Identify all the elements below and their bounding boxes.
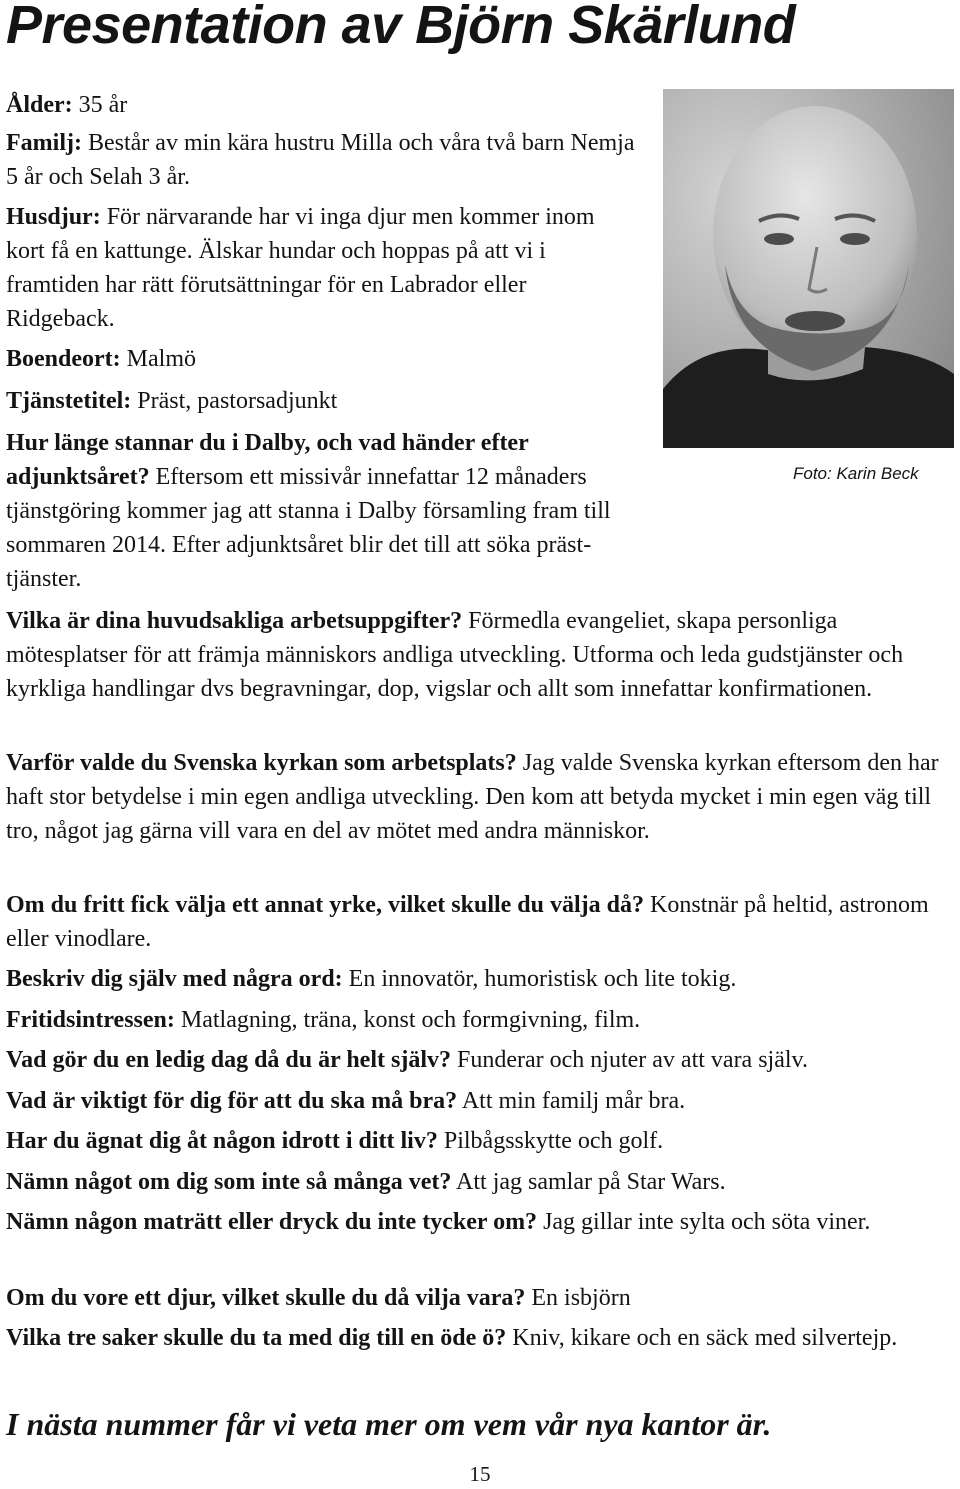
item-describe-yourself <box>6 962 954 996</box>
answer: Präst, pastorsadjunkt <box>131 388 338 414</box>
item-animal <box>6 1281 954 1315</box>
item-other-profession <box>6 888 954 956</box>
answer: Består av min kära hustru Milla och våra två barn Nemja 5 år och Selah 3 år. <box>6 130 635 190</box>
answer: En innovatör, humoristisk och lite tokig. <box>342 966 737 992</box>
answer: Jag gillar inte sylta och söta viner. <box>537 1209 871 1235</box>
portrait-illustration <box>663 89 954 448</box>
item-dislike-food <box>6 1205 954 1239</box>
item-stay-duration <box>6 426 636 596</box>
question: Vad är viktigt för dig för att du ska må bra? <box>6 1088 458 1114</box>
closing-line: I nästa nummer får vi veta mer om vem vår nya kantor är. <box>6 1406 772 1442</box>
item-residence <box>6 342 636 376</box>
item-pets <box>6 200 636 336</box>
question: Vad gör du en ledig dag då du är helt själv? <box>6 1047 451 1073</box>
question: Husdjur: <box>6 204 101 230</box>
question: Boendeort: <box>6 346 121 372</box>
answer: En isbjörn <box>525 1285 631 1311</box>
item-free-day <box>6 1043 954 1077</box>
answer: Funderar och njuter av att vara själv. <box>451 1047 808 1073</box>
item-job-title <box>6 384 636 418</box>
answer: Att jag samlar på Star Wars. <box>451 1169 726 1195</box>
question: Varför valde du Svenska kyrkan som arbetsplats? <box>6 750 517 776</box>
question: Nämn någon maträtt eller dryck du inte tycker om? <box>6 1209 538 1235</box>
page-number: 15 <box>469 1462 491 1486</box>
item-family <box>6 126 636 194</box>
item-secret <box>6 1165 954 1199</box>
item-age <box>6 88 636 122</box>
portrait-photo <box>663 89 954 448</box>
question: Beskriv dig själv med några ord: <box>6 966 343 992</box>
question: Hur länge stannar du i Dalby, och vad händer efter adjunktsåret? <box>6 430 529 490</box>
question: Tjänstetitel: <box>6 388 132 414</box>
item-sports <box>6 1124 954 1158</box>
answer: Pilbågsskytte och golf. <box>437 1128 664 1154</box>
page-title: Presentation av Björn Skärlund <box>6 0 796 55</box>
answer: Förmedla evangeliet, skapa personliga mötesplatser för att främja människors andliga utveckling. Utforma och leda gudstjänster och kyrkliga handlingar dvs begravningar, dop, vigslar och allt som innefattar konfirmationen. <box>6 608 904 702</box>
answer: För närvarande har vi inga djur men kommer inom kort få en kattunge. Älskar hundar och hoppas på att vi i framtiden har rätt förutsättningar för en Labrador eller Ridgeback. <box>6 204 595 332</box>
item-desert-island <box>6 1321 954 1355</box>
question: Om du vore ett djur, vilket skulle du då vilja vara? <box>6 1285 526 1311</box>
question: Vilka är dina huvudsakliga arbetsuppgifter? <box>6 608 463 634</box>
answer: Malmö <box>120 346 196 372</box>
answer: Konstnär på heltid, astronom eller vinodlare. <box>6 892 929 952</box>
answer: Att min familj mår bra. <box>457 1088 686 1114</box>
question: Har du ägnat dig åt någon idrott i ditt liv? <box>6 1128 438 1154</box>
answer: Matlagning, träna, konst och formgivning, film. <box>174 1007 641 1033</box>
answer: Eftersom ett missivår innefattar 12 månaders tjänstgöring kommer jag att stanna i Dalby församling fram till sommaren 2014. Efter adjunktsåret blir det till att söka prästtjänster. <box>6 464 611 592</box>
photo-caption: Foto: Karin Beck <box>793 464 919 483</box>
question: Om du fritt fick välja ett annat yrke, vilket skulle du välja då? <box>6 892 645 918</box>
item-wellbeing <box>6 1084 954 1118</box>
answer: Jag valde Svenska kyrkan eftersom den har haft stor betydelse i min egen andliga utveckling. Den kom att betyda mycket i min egen väg till tro, något jag gärna vill vara en del av mötet med andra människor. <box>6 750 939 844</box>
item-why-church <box>6 746 954 848</box>
question: Nämn något om dig som inte så många vet? <box>6 1169 452 1195</box>
answer: Kniv, kikare och en säck med silvertejp. <box>506 1325 898 1351</box>
answer: 35 år <box>72 92 128 118</box>
question: Familj: <box>6 130 82 156</box>
item-hobbies <box>6 1003 954 1037</box>
question: Vilka tre saker skulle du ta med dig till en öde ö? <box>6 1325 507 1351</box>
question: Fritidsintressen: <box>6 1007 175 1033</box>
question: Ålder: <box>6 92 73 118</box>
item-tasks <box>6 604 954 706</box>
